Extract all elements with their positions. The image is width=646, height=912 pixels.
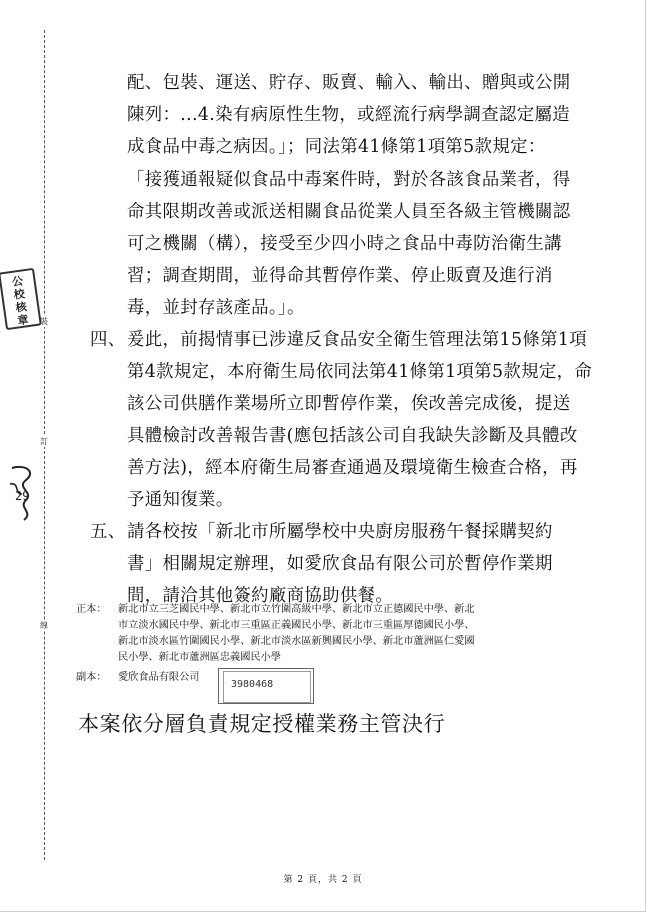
recipient-line: 民小學、新北市蘆洲區忠義國民小學 [118,652,281,663]
text-line: 毒，並封存該產品。」。 [127,298,305,318]
text-line: 間，請洽其他簽約廠商協助供餐。 [127,586,394,606]
page-footer: 第 2 頁，共 2 頁 [283,875,363,885]
item-number: 四、 [90,330,126,350]
main-recipients-label: 正本： [76,604,107,615]
text-line: 可之機關（構），接受至少四小時之食品中毒防治衛生講 [127,234,562,254]
text-line: 第4款規定，本府衛生局依同法第41條第1項第5款規定，命 [127,362,593,382]
text-line: 習；調查期間，並得命其暫停作業、停止販賣及進行消 [127,266,553,286]
item-number: 五、 [90,522,126,542]
text-line: 請各校按「新北市所屬學校中央廚房服務午餐採購契約 [127,522,553,542]
authorization-statement: 本案依分層負責規定授權業務主管決行 [78,712,446,736]
text-line: 書」相關規定辦理，如愛欣食品有限公司於暫停作業期 [127,554,553,574]
text-line: 予通知復業。 [127,490,234,510]
text-line: 命其限期改善或派送相關食品從業人員至各級主管機關認 [127,202,571,222]
copy-recipients-label: 副本： [76,672,107,683]
text-line: 配、包裝、運送、貯存、販賣、輸入、輸出、贈與或公開 [127,73,571,93]
binding-mark-ding: 訂 [40,437,48,446]
binding-mark-xian: 線 [40,621,48,630]
text-line: 爰此，前揭情事已涉違反食品安全衛生管理法第15條第1項 [127,330,588,350]
text-line: 成食品中毒之病因。」；同法第41條第1項第5款規定： [127,137,546,157]
recipient-line: 新北市淡水區竹圍國民小學、新北市淡水區新興國民小學、新北市蘆洲區仁愛國 [118,636,475,647]
recipient-line: 市立淡水國民中學、新北市三重區正義國民小學、新北市三重區厚德國民小學、 [118,620,475,631]
text-line: 「接獲通報疑似食品中毒案件時，對於各該食品業者，得 [127,170,571,190]
text-line: 陳列：...4.染有病原性生物，或經流行病學調查認定屬造 [127,105,570,125]
text-line: 善方法)，經本府衛生局審查通過及環境衛生檢查合格，再 [127,458,578,478]
school-check-stamp: 公 校 核 章 [0,268,42,330]
text-line: 該公司供膳作業場所立即暫停作業，俟改善完成後，提送 [127,394,571,414]
text-line: 具體檢討改善報告書(應包括該公司自我缺失診斷及具體改 [127,426,578,446]
recipient-line: 新北市立三芝國民中學、新北市立竹圍高級中學、新北市立正德國民中學、新北 [118,604,475,615]
svg-text:29: 29 [15,489,30,503]
binding-mark-zhuang: 裝 [40,317,48,326]
page-counter-stamp [6,464,40,522]
dispatch-seal: 3980468 [218,668,314,704]
copy-recipient: 愛欣食品有限公司 [118,672,200,683]
